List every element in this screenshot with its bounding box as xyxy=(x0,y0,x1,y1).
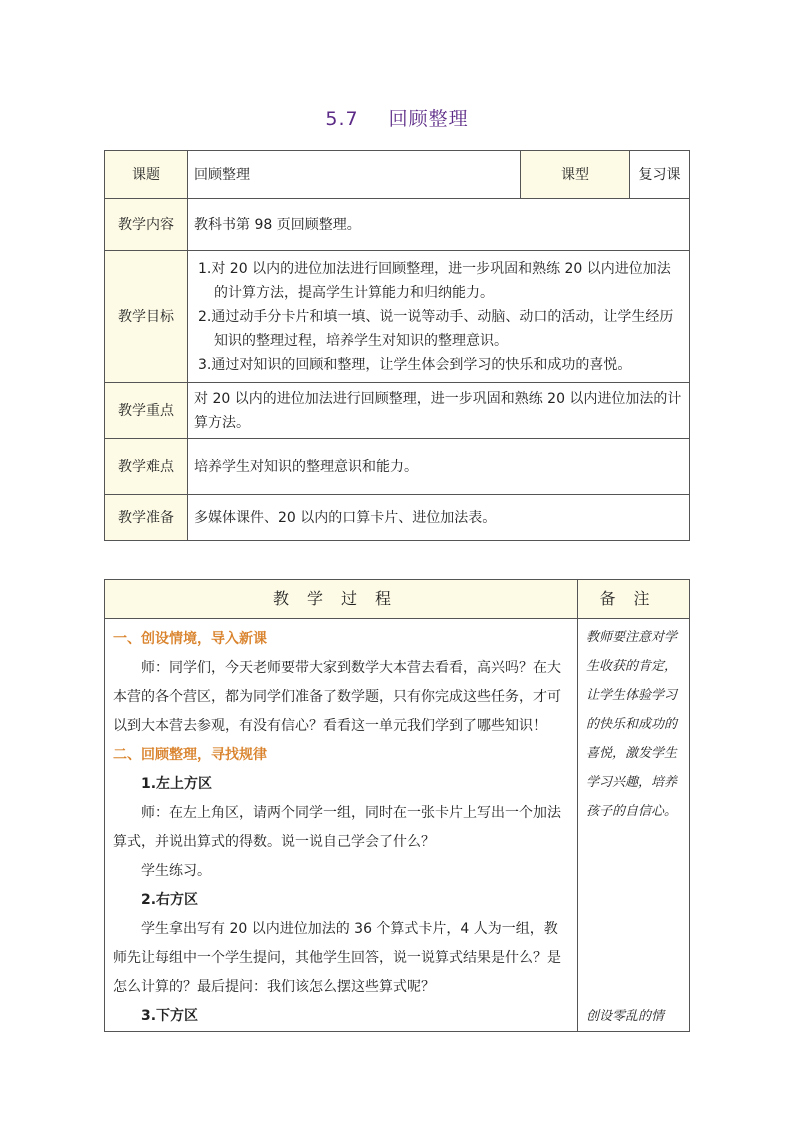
sub-heading: 1.左上方区 xyxy=(141,776,213,792)
note-text-bottom: 创设零乱的情 xyxy=(586,1009,665,1024)
type-label: 课型 xyxy=(521,151,630,199)
prep-value: 多媒体课件、20 以内的口算卡片、进位加法表。 xyxy=(188,495,690,541)
section-heading: 一、创设情境，导入新课 xyxy=(113,631,267,647)
notes-column xyxy=(578,619,690,1032)
section-heading: 二、回顾整理，寻找规律 xyxy=(113,747,267,763)
goal-item: 1.对 20 以内的进位加法进行回顾整理，进一步巩固和熟练 20 以内进位加法的计算方法，提高学生计算能力和归纳能力。 xyxy=(198,260,671,301)
sub-heading: 2.右方区 xyxy=(141,892,199,908)
content-value: 教科书第 98 页回顾整理。 xyxy=(188,199,690,251)
content-label: 教学内容 xyxy=(105,199,188,251)
paragraph: 师：在左上角区，请两个同学一组，同时在一张卡片上写出一个加法算式，并说出算式的得数。说一说自己学会了什么？ xyxy=(113,805,561,850)
teaching-process-table xyxy=(104,579,690,1032)
goal-item: 2.通过动手分卡片和填一填、说一说等动手、动脑、动口的活动，让学生经历知识的整理过程，培养学生对知识的整理意识。 xyxy=(198,308,674,349)
goal-item: 3.通过对知识的回顾和整理，让学生体会到学习的快乐和成功的喜悦。 xyxy=(198,356,632,373)
page-title xyxy=(0,104,794,131)
topic-label: 课题 xyxy=(105,151,188,199)
lesson-info-table xyxy=(104,150,690,541)
key-label: 教学重点 xyxy=(105,383,188,439)
note-text: 教师要注意对学生收获的肯定，让学生体验学习的快乐和成功的喜悦，激发学生学习兴趣，培养孩子的自信心。 xyxy=(586,630,678,819)
key-value: 对 20 以内的进位加法进行回顾整理，进一步巩固和熟练 20 以内进位加法的计算方法。 xyxy=(188,383,690,439)
notes-header: 备注 xyxy=(578,580,690,619)
goals-label: 教学目标 xyxy=(105,251,188,383)
goals-list xyxy=(188,251,690,383)
paragraph: 学生练习。 xyxy=(141,863,211,879)
topic-value: 回顾整理 xyxy=(188,151,521,199)
type-value: 复习课 xyxy=(630,151,690,199)
process-header: 教学过程 xyxy=(105,580,578,619)
difficulty-value: 培养学生对知识的整理意识和能力。 xyxy=(188,439,690,495)
section-number: 5.7 xyxy=(325,108,359,130)
section-title: 回顾整理 xyxy=(388,108,469,130)
prep-label: 教学准备 xyxy=(105,495,188,541)
process-content xyxy=(105,619,578,1032)
difficulty-label: 教学难点 xyxy=(105,439,188,495)
sub-heading: 3.下方区 xyxy=(141,1008,199,1024)
paragraph: 学生拿出写有 20 以内进位加法的 36 个算式卡片，4 人为一组，教师先让每组中一个学生提问，其他学生回答，说一说算式结果是什么？是怎么计算的？最后提问：我们该怎么摆这些算式呢？ xyxy=(113,921,561,995)
paragraph: 师：同学们，今天老师要带大家到数学大本营去看看，高兴吗？在大本营的各个营区，都为同学们准备了数学题，只有你完成这些任务，才可以到大本营去参观，有没有信心？看看这一单元我们学到了哪些知识！ xyxy=(113,660,561,734)
